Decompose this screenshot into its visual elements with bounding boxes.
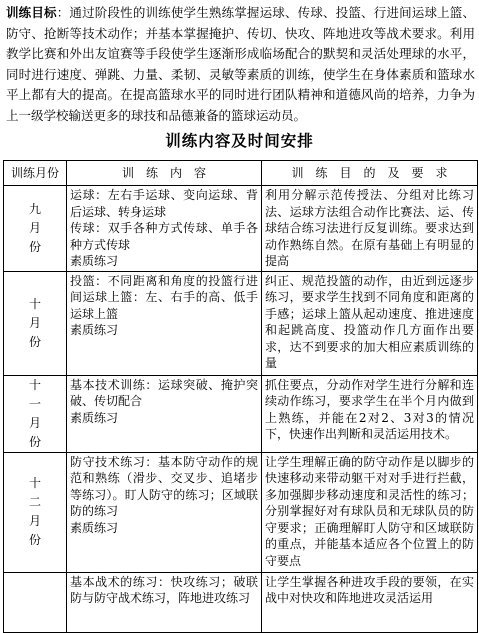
- row-training-requirement: 利用分解示范传授法、分组对比练习法、运球方法组合动作比赛法、运、传球结合练习法进行反复训练。要求达到动作熟练自然。在原有基础上有明显的提高: [262, 186, 478, 272]
- month-char: 二: [28, 495, 41, 509]
- header-content: 训 练 内 容: [67, 161, 262, 186]
- row-training-requirement: 纠正、规范投篮的动作，由近到远逐步练习，要求学生找到不同角度和距离的手感；运球上篮从起动速度、推进速度和起跳高度、投篮动作几方面作出要求，达不到要求的加大相应素质训练的量: [262, 271, 478, 375]
- month-char: 份: [28, 434, 41, 449]
- month-char: 份: [28, 334, 41, 349]
- row-training-requirement: 抓住要点，分动作对学生进行分解和连续动作练习，要求学生在半个月内做到上熟练，并能在2对2、3对3的情况下，快速作出判断和灵活运用技术。: [262, 375, 478, 452]
- month-char: 九: [28, 201, 41, 216]
- row-training-requirement: 让学生理解正确的防守动作是以脚步的快速移动来带动躯干对对手进行拦截，多加强脚步移动速度和灵活性的练习；分别掌握好对有球队员和无球队员的防守要求；正确理解盯人防守和区域联防的重点，并能基本适应各个位置上的防守要点: [262, 452, 478, 572]
- table-row: [4, 375, 478, 452]
- month-char: 份: [28, 239, 41, 254]
- row-month: [4, 186, 67, 272]
- content-item: 素质练习: [70, 410, 119, 425]
- month-char: 十: [28, 296, 41, 311]
- month-char: 十: [28, 476, 41, 490]
- header-requirement: 训 练 目 的 及 要 求: [262, 161, 478, 186]
- content-item: 防守技术练习：基本防守动作的规范和熟练（滑步、交叉步、追堵步等练习）。盯人防守的练习；区域联防的练习: [70, 454, 258, 518]
- row-month: [4, 271, 67, 375]
- row-training-content: [67, 572, 262, 632]
- month-char: 月: [28, 415, 41, 430]
- training-goal-text: ：通过阶段性的训练使学生熟练掌握运球、传球、投篮、行进间运球上篮、防守、抢断等技术动作；并基本掌握掩护、传切、快攻、阵地进攻等战术要求。利用教学比赛和外出友谊赛等手段使学生逐渐形成临场配合的默契和灵活处理球的水平，同时进行速度、弹跳、力量、柔韧、灵敏等素质的训练，使学生在身体素质和篮球水平上都有大的提高。在提高篮球水平的同时进行团队精神和道德风尚的培养，力争为上一级学校输送更多的球技和品德兼备的篮球运动员。: [6, 5, 475, 123]
- row-training-content: [67, 271, 262, 375]
- training-goal-label: 训练目标: [6, 5, 57, 20]
- page-title: 训练内容及时间安排: [165, 131, 314, 150]
- training-schedule-table: [3, 160, 478, 633]
- month-char: 份: [28, 533, 41, 547]
- table-row: [4, 271, 478, 375]
- training-goal-paragraph: [0, 0, 479, 126]
- content-item: 基本技术训练：运球突破、掩护突破、传切配合: [70, 377, 258, 408]
- month-char: 一: [28, 396, 41, 411]
- table-row: [4, 572, 478, 632]
- row-month: [4, 452, 67, 572]
- content-item: 基本战术的练习：快攻练习；破联防与防守战术练习，阵地进攻练习: [70, 574, 258, 605]
- row-training-requirement: 让学生掌握各种进攻手段的要领，在实战中对快攻和阵地进攻灵活运用: [262, 572, 478, 632]
- month-char: 月: [28, 514, 41, 528]
- content-item: 运球：左右手运球、变向运球、背后运球、转身运球: [70, 188, 258, 219]
- month-char: 十: [28, 377, 41, 392]
- header-month: 训练月份: [4, 161, 67, 186]
- row-training-content: [67, 186, 262, 272]
- row-training-content: [67, 375, 262, 452]
- content-item: 投篮：不同距离和角度的投篮行进间运球上篮：左、右手的高、低手运球上篮: [70, 273, 258, 321]
- content-item: 素质练习: [70, 323, 119, 337]
- row-training-content: [67, 452, 262, 572]
- content-item: 传球：双手各种方式传球、单手各种方式传球: [70, 221, 258, 252]
- content-item: 素质练习: [70, 254, 119, 268]
- table-row: [4, 186, 478, 272]
- table-header-row: [4, 161, 478, 186]
- content-item: 素质练习: [70, 520, 119, 535]
- row-month: [4, 375, 67, 452]
- table-row: [4, 452, 478, 572]
- row-month: [4, 572, 67, 632]
- month-char: 月: [28, 315, 41, 330]
- month-char: 月: [28, 220, 41, 235]
